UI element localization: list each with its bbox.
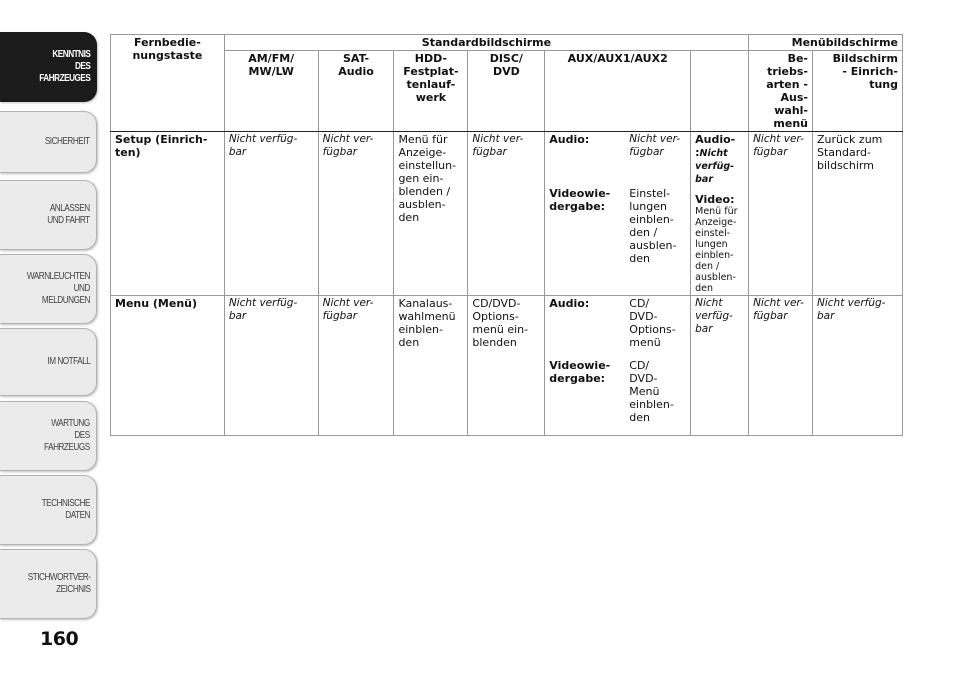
aux-video-value: CD/ DVD- Menü einblen- den	[629, 359, 674, 424]
tab-label: KENNTNIS DES FAHRZEUGES	[38, 49, 90, 84]
tab-im-notfall[interactable]	[0, 328, 97, 396]
aux-video-label: Videowie- dergabe:	[549, 187, 611, 213]
extra-video-value: Menü für Anzeige- einstel- lungen einblen- den / ausblen- den	[695, 206, 738, 294]
cell-aux-extra: Nicht verfüg- bar	[691, 296, 749, 436]
tab-technische-daten[interactable]	[0, 475, 97, 545]
header-menu-screens: Menübildschirme	[749, 35, 903, 51]
aux-subtable	[549, 297, 686, 434]
aux-audio-label: Audio:	[549, 297, 590, 310]
header-disc-dvd: DISC/ DVD	[468, 51, 545, 132]
cell-betriebsarten: Nicht ver- fügbar	[749, 132, 813, 296]
cell-sat: Nicht ver- fügbar	[318, 132, 394, 296]
tab-label: SICHERHEIT	[45, 136, 90, 147]
tab-label: WARTUNG DES FAHRZEUGS	[44, 418, 90, 453]
cell-amfm: Nicht verfüg- bar	[224, 132, 318, 296]
header-bildschirm: Bildschirm - Einrich- tung	[813, 51, 903, 132]
header-aux-extra	[691, 51, 749, 132]
cell-aux	[545, 132, 691, 296]
tab-label: IM NOTFALL	[47, 356, 90, 367]
cell-aux-extra	[691, 132, 749, 296]
cell-sat: Nicht ver- fügbar	[318, 296, 394, 436]
tab-label: STICHWORTVER- ZEICHNIS	[27, 572, 90, 595]
aux-audio-value: CD/ DVD- Options- menü	[629, 297, 676, 349]
tab-label: ANLASSEN UND FAHRT	[47, 203, 90, 226]
page-number: 160	[40, 628, 79, 650]
row-label: Menu (Menü)	[111, 296, 225, 436]
table-row-setup	[111, 132, 903, 296]
header-sat-audio: SAT- Audio	[318, 51, 394, 132]
aux-audio-value: Nicht ver- fügbar	[629, 133, 681, 158]
cell-hdd: Kanalaus- wahlmenü einblen- den	[394, 296, 468, 436]
header-amfm: AM/FM/ MW/LW	[224, 51, 318, 132]
chapter-tabs	[0, 0, 100, 678]
cell-bildschirm: Nicht verfüg- bar	[813, 296, 903, 436]
cell-disc: CD/DVD- Options- menü ein- blenden	[468, 296, 545, 436]
aux-video-label: Videowie- dergabe:	[549, 359, 611, 385]
tab-warnleuchten-und-meldungen[interactable]	[0, 254, 97, 324]
remote-control-table	[110, 34, 903, 436]
tab-wartung-des-fahrzeugs[interactable]	[0, 401, 97, 471]
cell-hdd: Menü für Anzeige- einstellun- gen ein- blenden / ausblen- den	[394, 132, 468, 296]
row-label: Setup (Einrich- ten)	[111, 132, 225, 296]
tab-label: WARNLEUCHTEN UND MELDUNGEN	[26, 271, 90, 306]
header-betriebsarten: Be- triebs- arten - Aus- wahl- menü	[749, 51, 813, 132]
table-row-menu	[111, 296, 903, 436]
extra-audio-value: Nicht verfüg- bar	[695, 148, 735, 185]
tab-kenntnis-des-fahrzeuges[interactable]	[0, 32, 97, 102]
extra-audio-label: Audio- :	[695, 133, 736, 159]
cell-betriebsarten: Nicht ver- fügbar	[749, 296, 813, 436]
header-row-groups	[111, 35, 903, 51]
extra-video-label: Video:	[695, 193, 735, 206]
tab-anlassen-und-fahrt[interactable]	[0, 180, 97, 250]
cell-amfm: Nicht verfüg- bar	[224, 296, 318, 436]
cell-aux	[545, 296, 691, 436]
header-row-columns	[111, 51, 903, 132]
aux-video-value: Einstel- lungen einblen- den / ausblen- den	[629, 187, 677, 265]
aux-audio-label: Audio:	[549, 133, 590, 146]
header-hdd: HDD- Festplat- tenlauf- werk	[394, 51, 468, 132]
tab-stichwortverzeichnis[interactable]	[0, 549, 97, 619]
tab-sicherheit[interactable]	[0, 111, 97, 173]
header-standard-screens: Standardbildschirme	[224, 35, 748, 51]
cell-disc: Nicht ver- fügbar	[468, 132, 545, 296]
header-remote-key: Fernbedie- nungstaste	[111, 35, 225, 132]
cell-bildschirm: Zurück zum Standard- bildschirm	[813, 132, 903, 296]
header-aux: AUX/AUX1/AUX2	[545, 51, 691, 132]
tab-label: TECHNISCHE DATEN	[41, 498, 90, 521]
aux-subtable	[549, 133, 686, 275]
